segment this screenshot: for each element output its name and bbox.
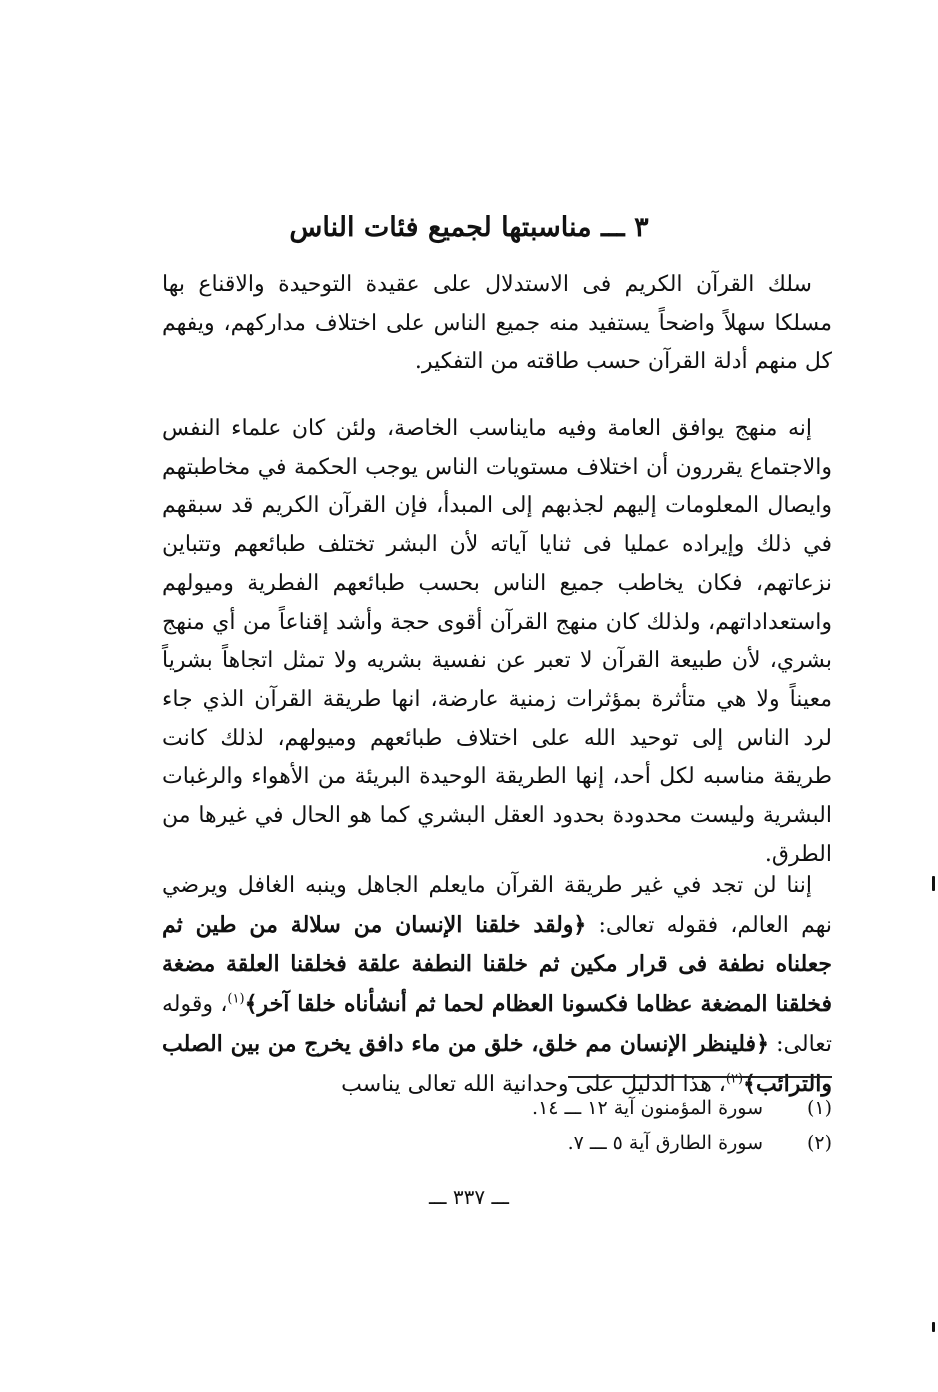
footnote-1 xyxy=(272,1093,832,1123)
footnote-2 xyxy=(272,1128,832,1158)
footnote-divider xyxy=(568,1076,832,1078)
footnote-2-marker: (٢) xyxy=(806,1132,832,1154)
paragraph-3-middle: ، وقوله تعالى: xyxy=(162,992,833,1057)
footnote-ref-2: (٢) xyxy=(725,1071,744,1087)
quran-quote-2: ﴿فلينظر الإنسان مم خلق، خلق من ماء دافق يخرج من بين الصلب والترائب﴾ xyxy=(162,1030,832,1097)
paragraph-3-intro: إننا لن تجد في غير طريقة القرآن مايعلم الجاهل وينبه الغافل ويرضي نهم العالم، فقوله تعالى: xyxy=(162,873,832,938)
page-number: ـــ ٣٣٧ ـــ xyxy=(428,1185,510,1209)
footnote-1-text: سورة المؤمنون آية ١٢ ـــ ١٤. xyxy=(532,1097,763,1119)
section-heading: ٣ ـــ مناسبتها لجميع فئات الناس xyxy=(289,212,649,243)
paragraph-3 xyxy=(162,867,832,1104)
paragraph-3-end: ، هذا الدليل على وحدانية الله تعالى يناسب xyxy=(341,1071,726,1097)
paragraph-1: سلك القرآن الكريم فى الاستدلال على عقيدة التوحيدة والاقناع بها مسلكا سهلاً واضحاً يستفيد منه جميع الناس على اختلاف مداركهم، ويفهم كل منهم أدلة القرآن حسب طاقته من التفكير. xyxy=(162,272,832,375)
footnote-1-marker: (١) xyxy=(806,1097,832,1119)
scan-margin-mark xyxy=(932,1322,935,1332)
footnote-2-text: سورة الطارق آية ٥ ـــ ٧. xyxy=(567,1132,763,1154)
scan-margin-mark xyxy=(932,876,935,891)
paragraph-2: إنه منهج يوافق العامة وفيه مايناسب الخاصة، ولئن كان علماء النفس والاجتماع يقررون أن اختلاف مستويات الناس يوجب الحكمة في مخاطبتهم وايصال المعلومات إليهم لجذبهم إلى المبدأ، فإن القرآن الكريم قد سبقهم في ذلك وإيراده عمليا فى ثنايا آياته لأن البشر تختلف طبائعهم وتتباين نزعاتهم، فكان يخاطب جميع الناس بحسب طبائعهم الفطرية وميولهم واستعداداتهم، ولذلك كان منهج القرآن أقوى حجة وأشد إقناعاً من أي منهج بشري، لأن طبيعة القرآن لا تعبر عن نفسية بشريه ولا تمثل اتجاهاً بشرياً معيناً ولا هي متأثرة بمؤثرات زمنية عارضة، انها طريقة القرآن الذي جاء لرد الناس إلى توحيد الله على اختلاف طبائعهم وميولهم، لذلك كانت طريقة مناسبه لكل أحد، إنها الطريقة الوحيدة البريئة من الأهواء والرغبات البشرية وليست محدودة بحدود العقل البشري كما هو الحال في غيرها من الطرق. xyxy=(162,416,832,867)
quran-quote-1: ﴿ولقد خلقنا الإنسان من سلالة من طين ثم جعلناه نطفة فى قرار مكين ثم خلقنا النطفة علقة فخلقنا العلقة مضغة فخلقنا المضغة عظاما فكسونا العظام لحما ثم أنشأناه خلقا آخر﴾ xyxy=(162,911,832,1018)
footnote-ref-1: (١) xyxy=(227,991,245,1007)
